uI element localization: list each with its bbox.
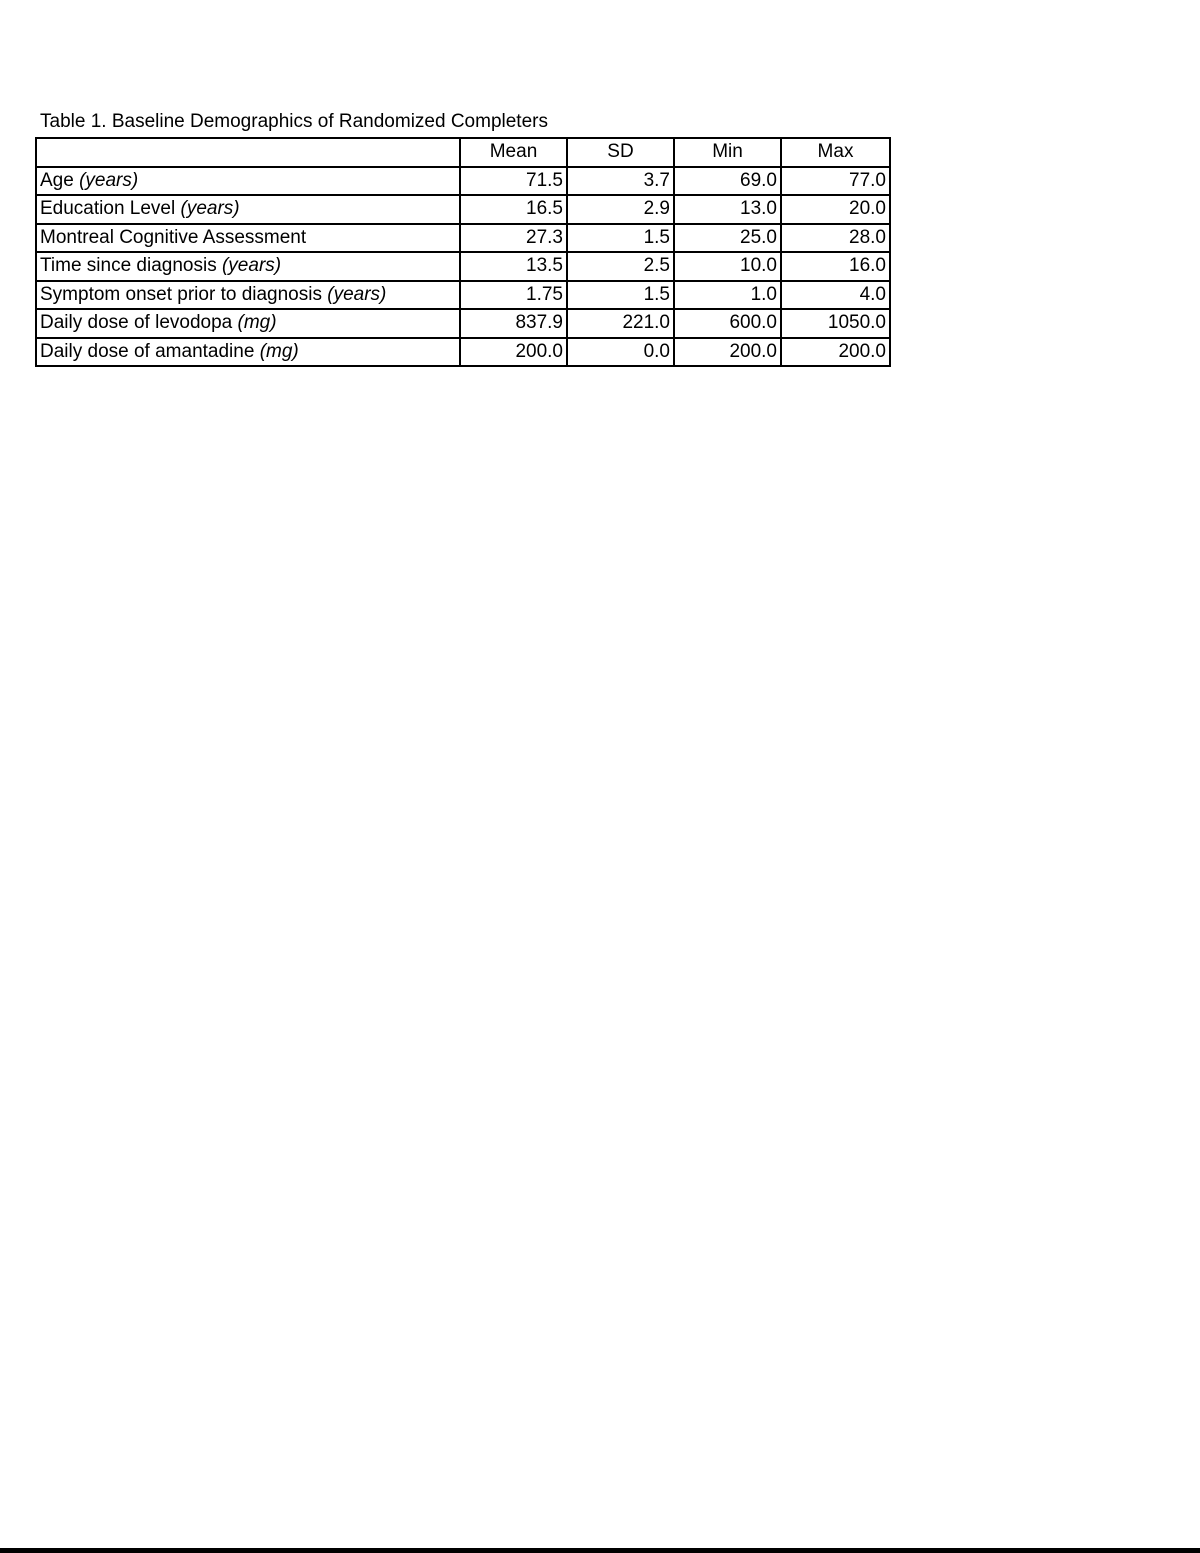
table-row bbox=[36, 167, 890, 196]
header-cell-min: Min bbox=[674, 138, 781, 167]
header-row bbox=[36, 138, 890, 167]
cell-max: 4.0 bbox=[781, 281, 890, 310]
cell-min: 25.0 bbox=[674, 224, 781, 253]
row-label-text: Daily dose of amantadine bbox=[40, 340, 260, 362]
cell-sd: 3.7 bbox=[567, 167, 674, 196]
row-label-text: Symptom onset prior to diagnosis bbox=[40, 283, 328, 305]
row-label-text: Age bbox=[40, 169, 80, 191]
cell-sd: 221.0 bbox=[567, 309, 674, 338]
row-unit: (years) bbox=[221, 255, 282, 277]
row-label bbox=[36, 338, 460, 367]
cell-mean: 200.0 bbox=[460, 338, 567, 367]
row-label-text: Daily dose of levodopa bbox=[40, 312, 238, 334]
demographics-table bbox=[35, 137, 891, 367]
cell-max: 28.0 bbox=[781, 224, 890, 253]
row-label bbox=[36, 281, 460, 310]
cell-sd: 1.5 bbox=[567, 281, 674, 310]
table-caption: Table 1. Baseline Demographics of Randomized Completers bbox=[40, 111, 548, 132]
row-unit: (mg) bbox=[259, 340, 299, 362]
cell-max: 1050.0 bbox=[781, 309, 890, 338]
row-label-text: Montreal Cognitive Assessment bbox=[40, 226, 307, 248]
cell-mean: 16.5 bbox=[460, 195, 567, 224]
header-cell-max: Max bbox=[781, 138, 890, 167]
row-unit: (mg) bbox=[237, 312, 277, 334]
header-cell-sd: SD bbox=[567, 138, 674, 167]
row-label bbox=[36, 195, 460, 224]
cell-sd: 0.0 bbox=[567, 338, 674, 367]
cell-mean: 837.9 bbox=[460, 309, 567, 338]
row-unit: (years) bbox=[327, 283, 387, 305]
table-row bbox=[36, 195, 890, 224]
cell-min: 600.0 bbox=[674, 309, 781, 338]
cell-min: 200.0 bbox=[674, 338, 781, 367]
cell-max: 20.0 bbox=[781, 195, 890, 224]
row-label-text: Time since diagnosis bbox=[40, 255, 222, 277]
header-cell-blank bbox=[36, 138, 460, 167]
cell-mean: 1.75 bbox=[460, 281, 567, 310]
row-label bbox=[36, 309, 460, 338]
table-row bbox=[36, 338, 890, 367]
cell-mean: 27.3 bbox=[460, 224, 567, 253]
cell-max: 77.0 bbox=[781, 167, 890, 196]
row-label bbox=[36, 224, 460, 253]
cell-sd: 2.5 bbox=[567, 252, 674, 281]
row-label-text: Education Level bbox=[40, 198, 181, 220]
cell-sd: 2.9 bbox=[567, 195, 674, 224]
cell-max: 16.0 bbox=[781, 252, 890, 281]
row-label bbox=[36, 252, 460, 281]
row-label bbox=[36, 167, 460, 196]
cell-max: 200.0 bbox=[781, 338, 890, 367]
header-cell-mean: Mean bbox=[460, 138, 567, 167]
page-bottom-rule bbox=[0, 1548, 1200, 1553]
row-unit: (years) bbox=[79, 169, 139, 191]
cell-min: 69.0 bbox=[674, 167, 781, 196]
row-unit: (years) bbox=[180, 198, 240, 220]
cell-mean: 71.5 bbox=[460, 167, 567, 196]
table-row bbox=[36, 281, 890, 310]
cell-sd: 1.5 bbox=[567, 224, 674, 253]
cell-mean: 13.5 bbox=[460, 252, 567, 281]
table-row bbox=[36, 224, 890, 253]
cell-min: 1.0 bbox=[674, 281, 781, 310]
table-row bbox=[36, 252, 890, 281]
cell-min: 10.0 bbox=[674, 252, 781, 281]
table-row bbox=[36, 309, 890, 338]
cell-min: 13.0 bbox=[674, 195, 781, 224]
